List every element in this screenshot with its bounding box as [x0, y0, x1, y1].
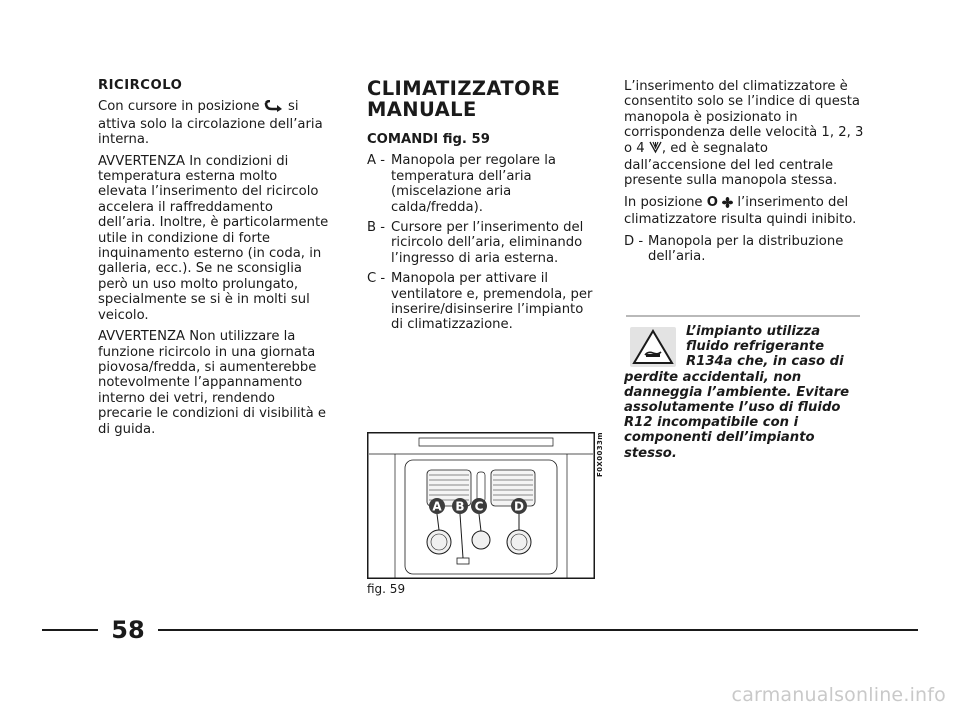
footer-rule-left — [42, 629, 98, 631]
right-column — [624, 79, 864, 269]
control-item-a: A - Manopola per regolare la temperatura dell’aria (miscelazione aria calda/fredda). — [367, 153, 556, 215]
control-item-b: B - Cursore per l’inserimento del ricircolo dell’aria, eliminando l’ingresso di aria esterna. — [367, 220, 584, 266]
figure-label-d: D — [514, 499, 524, 514]
page-title: CLIMATIZZATORE MANUALE — [367, 77, 561, 121]
ac-paragraph: L’inserimento del climatizzatore è consentito solo se l’indice di questa manopola è posizionato in corrispondenza delle velocità 1, 2, 3 o 4 , ed è segnalato dall’accensione del led centrale presente sulla manopola stessa. — [624, 79, 864, 189]
figure-caption: fig. 59 — [367, 582, 406, 596]
controls-subtitle: COMANDI fig. 59 — [367, 132, 490, 147]
ac-panel-illustration — [367, 432, 595, 579]
figure-label-b: B — [455, 499, 465, 514]
footer-rule-right — [158, 629, 918, 631]
fan-icon — [722, 197, 733, 212]
figure-59 — [367, 432, 595, 579]
warning-text: L’impianto utilizza fluido refrigerante R134a che, in caso di perdite accidentali, non danneggia l’ambiente. Evitare assolutamente l’uso di fluido R12 incompatibile con i componenti dell’impianto stesso. — [624, 324, 850, 461]
off-position-paragraph: In posizione O l’inserimento del climatizzatore risulta quindi inibito. — [624, 194, 857, 228]
off-symbol: O — [706, 194, 718, 210]
control-item-c: C - Manopola per attivare il ventilatore e, premendola, per inserire/disinserire l’impianto di climatizzazione. — [367, 271, 593, 333]
warning-divider — [626, 315, 860, 317]
figure-label-c: C — [474, 499, 484, 514]
section-title-ricircolo: RICIRCOLO — [98, 78, 183, 93]
figure-label-a: A — [432, 499, 442, 514]
middle-column — [367, 78, 599, 338]
recirculation-icon — [264, 100, 284, 116]
ricircolo-paragraph: Con cursore in posizione si attiva solo la circolazione dell’aria interna. — [98, 99, 323, 148]
control-item-d: D - Manopola per la distribuzione dell’aria. — [624, 233, 844, 265]
fan-speed-icon — [649, 141, 662, 158]
warning-paragraph-1: AVVERTENZA In condizioni di temperatura esterna molto elevata l’inserimento del ricircolo accelera il raffreddamento dell’aria. Inoltre, è particolarmente utile in condizione di forte inquinamento esterno (in coda, in galleria, ecc.). Se ne sconsiglia però un uso molto prolungato, specialmente se si è in molti sul veicolo. — [98, 153, 329, 323]
watermark: carmanualsonline.info — [731, 684, 946, 706]
left-column — [98, 78, 330, 443]
figure-code: F0X0033m — [596, 432, 604, 478]
page-number: 58 — [111, 616, 145, 644]
warning-paragraph-2: AVVERTENZA Non utilizzare la funzione ricircolo in una giornata piovosa/fredda, si aumenterebbe notevolmente l’appannamento interno dei vetri, rendendo precarie le condizioni di visibilità e di guida. — [98, 329, 327, 437]
